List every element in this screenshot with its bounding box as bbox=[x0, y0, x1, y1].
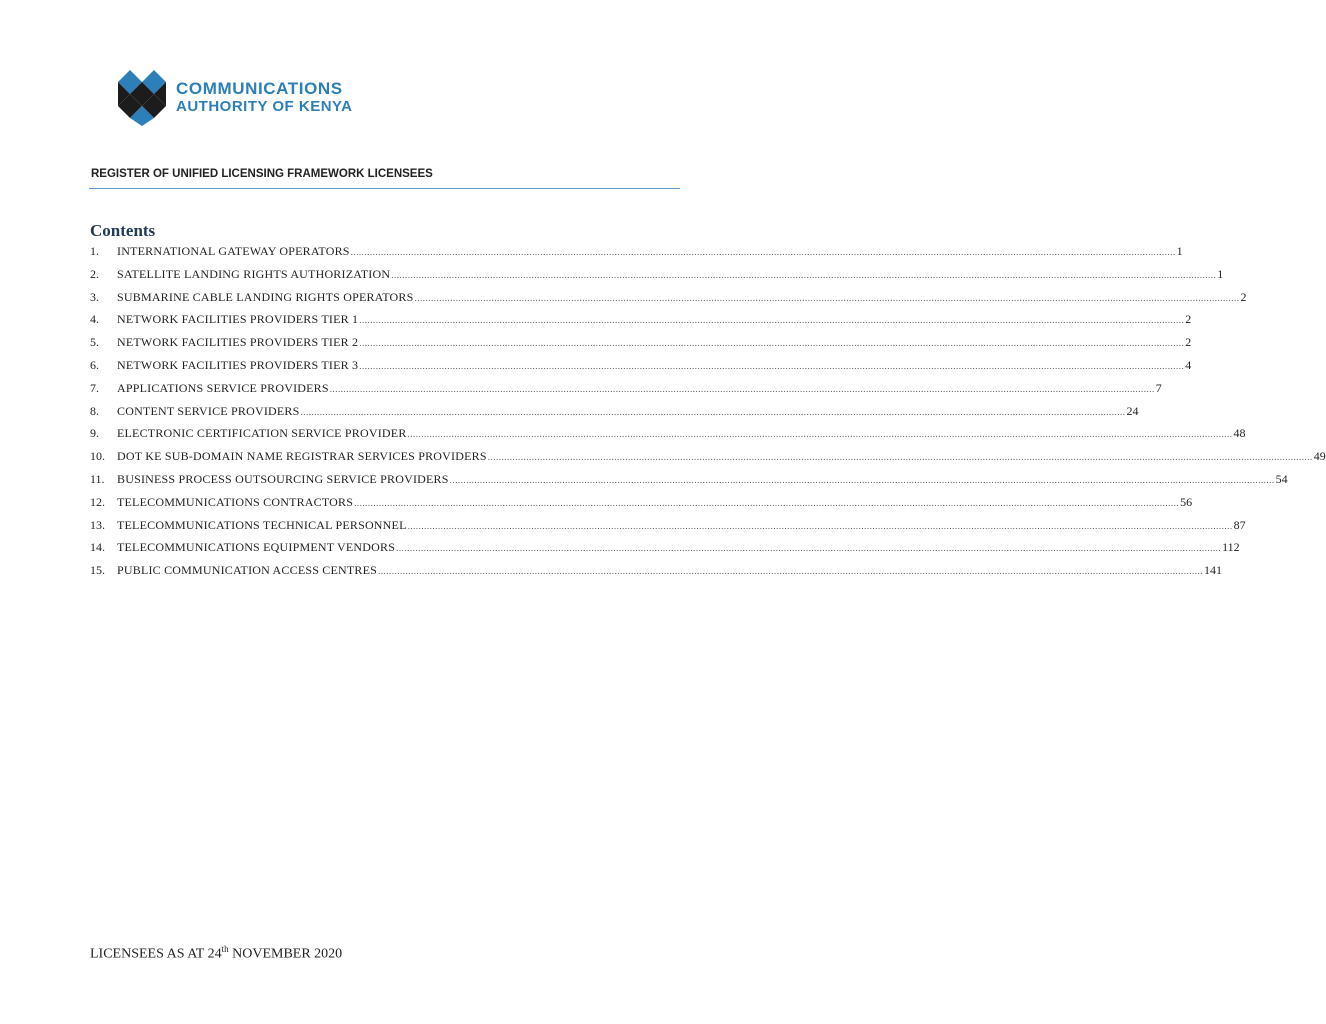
toc-entry-title: NETWORK FACILITIES PROVIDERS TIER 1 bbox=[117, 312, 359, 327]
toc-dot-leader: ............................................................................................................................................................................................................................................................................................................ bbox=[329, 383, 1155, 394]
toc-entry-page: 141 bbox=[1204, 563, 1223, 578]
toc-entry-page: 49 bbox=[1313, 449, 1326, 464]
toc-entry-page: 54 bbox=[1275, 471, 1288, 486]
toc-entry-number: 7. bbox=[90, 380, 99, 395]
toc-entry[interactable] bbox=[90, 380, 1162, 404]
toc-entry-number: 14. bbox=[90, 540, 105, 555]
toc-dot-leader: ............................................................................................................................................................................................................................................................................................................ bbox=[378, 566, 1204, 577]
toc-entry-title: BUSINESS PROCESS OUTSOURCING SERVICE PROVIDERS bbox=[117, 471, 449, 486]
toc-entry-number: 10. bbox=[90, 449, 105, 464]
toc-entry[interactable] bbox=[90, 289, 1247, 313]
toc-entry[interactable] bbox=[90, 471, 1288, 495]
footer-suffix: NOVEMBER 2020 bbox=[228, 946, 343, 962]
toc-entry-number: 4. bbox=[90, 312, 99, 327]
toc-entry-title: TELECOMMUNICATIONS TECHNICAL PERSONNEL bbox=[117, 517, 407, 532]
toc-dot-leader: ............................................................................................................................................................................................................................................................................................................ bbox=[300, 406, 1126, 417]
toc-entry-number: 5. bbox=[90, 335, 99, 350]
toc-entry[interactable] bbox=[90, 403, 1139, 427]
toc-entry-title: TELECOMMUNICATIONS CONTRACTORS bbox=[117, 494, 354, 509]
toc-dot-leader: ............................................................................................................................................................................................................................................................................................................ bbox=[407, 520, 1233, 531]
toc-entry-page: 56 bbox=[1180, 494, 1193, 509]
toc-dot-leader: ............................................................................................................................................................................................................................................................................................................ bbox=[359, 338, 1185, 349]
toc-entry[interactable] bbox=[90, 426, 1246, 449]
toc-entry[interactable] bbox=[90, 244, 1183, 267]
toc-entry[interactable] bbox=[90, 517, 1246, 541]
toc-entry-number: 8. bbox=[90, 403, 99, 418]
footer-prefix: LICENSEES AS AT 24 bbox=[90, 946, 222, 962]
toc-dot-leader: ............................................................................................................................................................................................................................................................................................................ bbox=[391, 269, 1217, 280]
toc-entry-number: 6. bbox=[90, 357, 99, 372]
toc-dot-leader: ............................................................................................................................................................................................................................................................................................................ bbox=[407, 429, 1233, 440]
toc-entry-number: 9. bbox=[90, 426, 99, 441]
toc-entry-title: DOT KE SUB-DOMAIN NAME REGISTRAR SERVICES PROVIDERS bbox=[117, 449, 487, 464]
document-header-title: REGISTER OF UNIFIED LICENSING FRAMEWORK LICENSEES bbox=[91, 168, 433, 180]
toc-entry[interactable] bbox=[90, 266, 1224, 290]
toc-entry-page: 2 bbox=[1240, 289, 1247, 304]
toc-entry-page: 24 bbox=[1126, 403, 1139, 418]
logo-line-authority: AUTHORITY OF KENYA bbox=[176, 98, 353, 115]
table-of-contents bbox=[90, 244, 1326, 586]
toc-entry-title: PUBLIC COMMUNICATION ACCESS CENTRES bbox=[117, 563, 378, 578]
toc-entry-page: 1 bbox=[1176, 244, 1183, 258]
toc-entry[interactable] bbox=[90, 449, 1326, 472]
toc-entry-page: 2 bbox=[1185, 335, 1192, 350]
toc-entry-page: 48 bbox=[1233, 426, 1246, 441]
footer-superscript: th bbox=[221, 944, 229, 954]
toc-dot-leader: ............................................................................................................................................................................................................................................................................................................ bbox=[359, 315, 1185, 326]
toc-entry[interactable] bbox=[90, 494, 1193, 518]
toc-entry-title: TELECOMMUNICATIONS EQUIPMENT VENDORS bbox=[117, 540, 396, 555]
toc-entry-number: 11. bbox=[90, 471, 105, 486]
toc-entry[interactable] bbox=[90, 540, 1240, 563]
toc-entry-page: 112 bbox=[1222, 540, 1240, 555]
toc-entry[interactable] bbox=[90, 312, 1192, 335]
toc-dot-leader: ............................................................................................................................................................................................................................................................................................................ bbox=[414, 292, 1240, 303]
toc-dot-leader: ............................................................................................................................................................................................................................................................................................................ bbox=[396, 543, 1222, 554]
toc-entry-page: 4 bbox=[1185, 357, 1192, 372]
toc-entry-page: 87 bbox=[1233, 517, 1246, 532]
toc-entry-title: CONTENT SERVICE PROVIDERS bbox=[117, 403, 300, 418]
toc-entry-title: SUBMARINE CABLE LANDING RIGHTS OPERATORS bbox=[117, 289, 414, 304]
logo-line-communications: COMMUNICATIONS bbox=[176, 79, 343, 98]
toc-entry[interactable] bbox=[90, 335, 1192, 358]
licensees-date-footer bbox=[90, 944, 342, 963]
header-divider bbox=[89, 188, 680, 189]
toc-entry-title: ELECTRONIC CERTIFICATION SERVICE PROVIDER bbox=[117, 426, 407, 441]
contents-heading: Contents bbox=[90, 221, 156, 240]
toc-entry-number: 1. bbox=[90, 244, 99, 258]
toc-entry-title: SATELLITE LANDING RIGHTS AUTHORIZATION bbox=[117, 266, 391, 281]
toc-dot-leader: ............................................................................................................................................................................................................................................................................................................ bbox=[354, 497, 1180, 508]
toc-dot-leader: ............................................................................................................................................................................................................................................................................................................ bbox=[487, 452, 1313, 463]
toc-dot-leader: ............................................................................................................................................................................................................................................................................................................ bbox=[350, 247, 1176, 257]
toc-entry[interactable] bbox=[90, 357, 1192, 381]
toc-dot-leader: ............................................................................................................................................................................................................................................................................................................ bbox=[359, 360, 1185, 371]
toc-entry-number: 13. bbox=[90, 517, 105, 532]
toc-entry-page: 7 bbox=[1155, 380, 1162, 395]
toc-entry-number: 3. bbox=[90, 289, 99, 304]
toc-entry[interactable] bbox=[90, 563, 1223, 586]
toc-entry-title: NETWORK FACILITIES PROVIDERS TIER 2 bbox=[117, 335, 359, 350]
toc-entry-title: APPLICATIONS SERVICE PROVIDERS bbox=[117, 380, 329, 395]
toc-entry-page: 1 bbox=[1217, 266, 1224, 281]
toc-entry-title: INTERNATIONAL GATEWAY OPERATORS bbox=[117, 244, 350, 258]
toc-entry-page: 2 bbox=[1185, 312, 1192, 327]
ca-kenya-logo-icon bbox=[116, 68, 168, 128]
toc-dot-leader: ............................................................................................................................................................................................................................................................................................................ bbox=[449, 474, 1275, 485]
toc-entry-title: NETWORK FACILITIES PROVIDERS TIER 3 bbox=[117, 357, 359, 372]
toc-entry-number: 15. bbox=[90, 563, 105, 578]
toc-entry-number: 2. bbox=[90, 266, 99, 281]
toc-entry-number: 12. bbox=[90, 494, 105, 509]
authority-logo bbox=[116, 68, 356, 128]
